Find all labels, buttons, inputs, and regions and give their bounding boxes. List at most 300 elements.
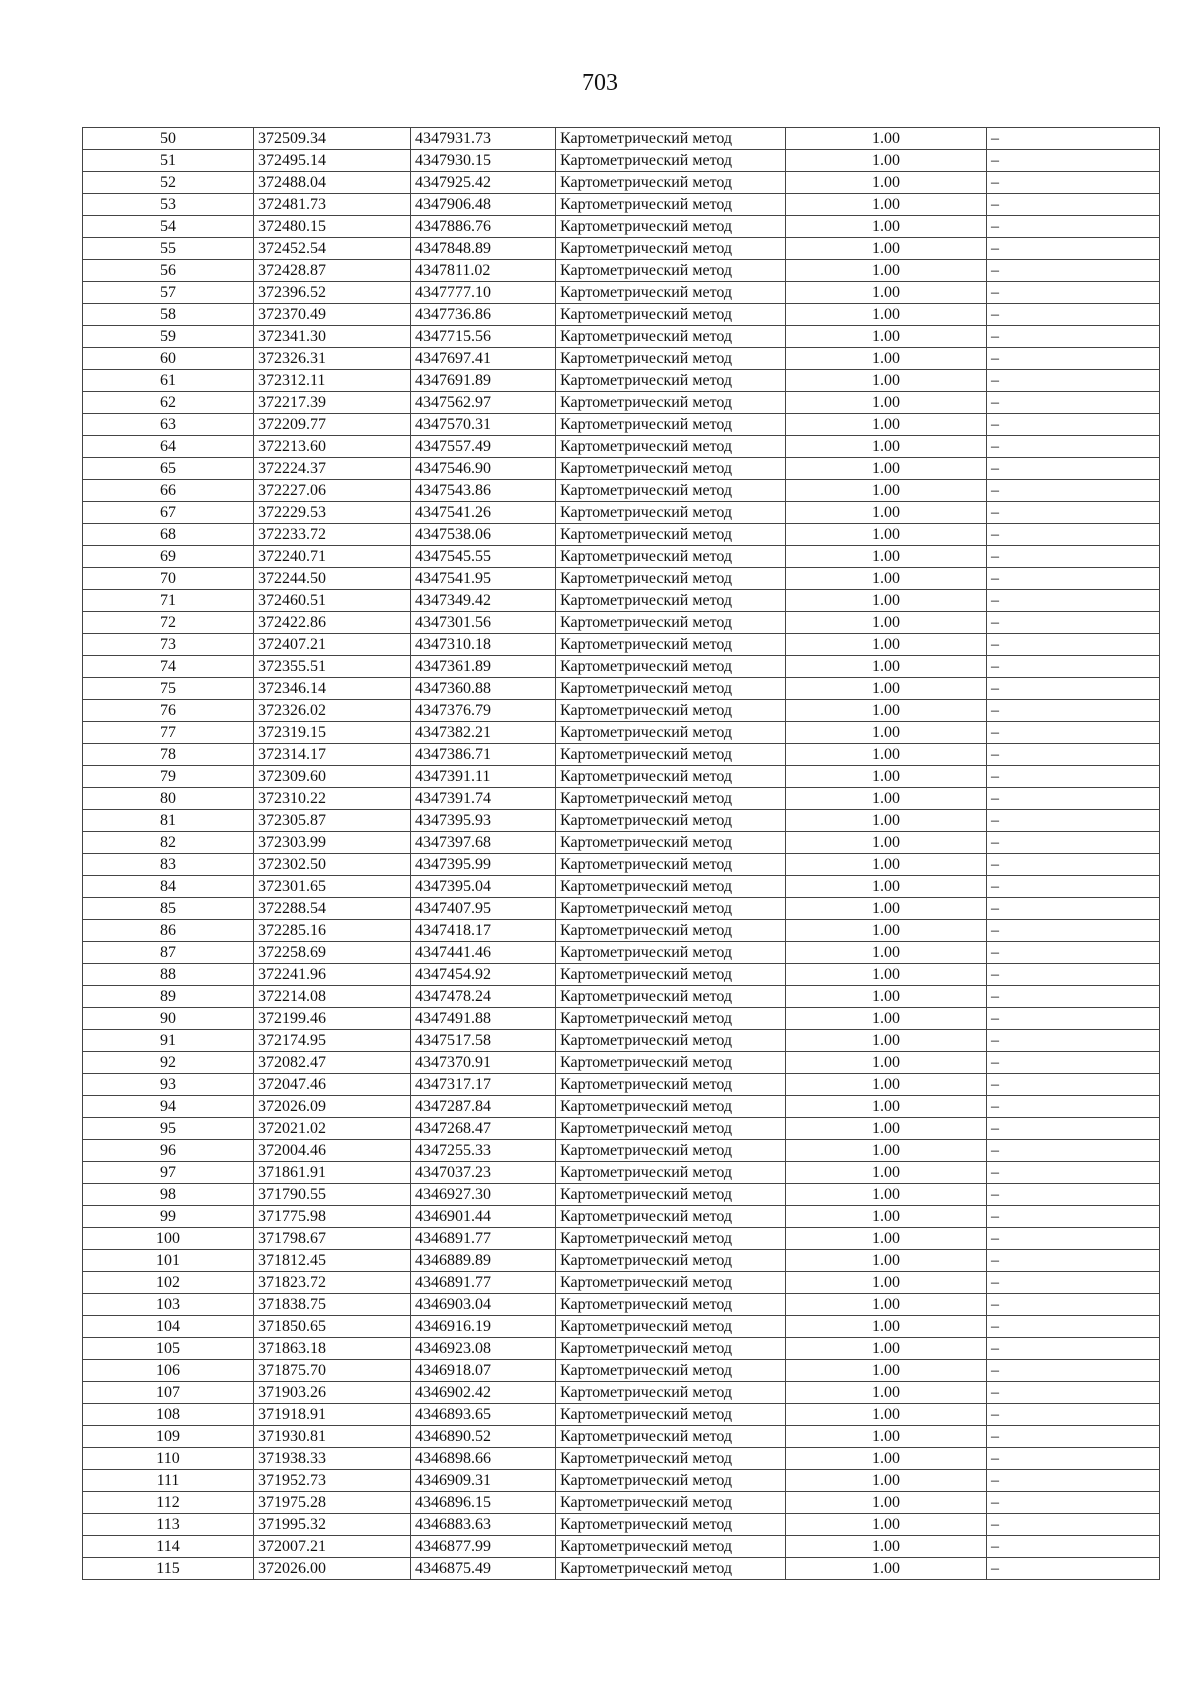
table-row <box>83 1382 1160 1404</box>
point-number-cell: 71 <box>83 590 254 612</box>
x-coordinate-cell: 372209.77 <box>254 414 411 436</box>
x-coordinate-cell: 371775.98 <box>254 1206 411 1228</box>
x-coordinate-cell: 371975.28 <box>254 1492 411 1514</box>
accuracy-cell: 1.00 <box>786 1536 987 1558</box>
table-row <box>83 304 1160 326</box>
table-row <box>83 634 1160 656</box>
point-number-cell: 54 <box>83 216 254 238</box>
method-cell: Картометрический метод <box>556 326 786 348</box>
point-number-cell: 76 <box>83 700 254 722</box>
x-coordinate-cell: 372244.50 <box>254 568 411 590</box>
accuracy-cell: 1.00 <box>786 612 987 634</box>
y-coordinate-cell: 4347697.41 <box>411 348 556 370</box>
x-coordinate-cell: 371875.70 <box>254 1360 411 1382</box>
point-number-cell: 113 <box>83 1514 254 1536</box>
y-coordinate-cell: 4347391.74 <box>411 788 556 810</box>
accuracy-cell: 1.00 <box>786 1382 987 1404</box>
y-coordinate-cell: 4346883.63 <box>411 1514 556 1536</box>
method-cell: Картометрический метод <box>556 150 786 172</box>
point-number-cell: 115 <box>83 1558 254 1580</box>
table-row <box>83 700 1160 722</box>
point-number-cell: 68 <box>83 524 254 546</box>
accuracy-cell: 1.00 <box>786 1140 987 1162</box>
point-number-cell: 94 <box>83 1096 254 1118</box>
y-coordinate-cell: 4346891.77 <box>411 1228 556 1250</box>
y-coordinate-cell: 4346923.08 <box>411 1338 556 1360</box>
table-row <box>83 1404 1160 1426</box>
description-cell: – <box>987 436 1160 458</box>
accuracy-cell: 1.00 <box>786 238 987 260</box>
accuracy-cell: 1.00 <box>786 282 987 304</box>
y-coordinate-cell: 4347370.91 <box>411 1052 556 1074</box>
accuracy-cell: 1.00 <box>786 1074 987 1096</box>
point-number-cell: 52 <box>83 172 254 194</box>
description-cell: – <box>987 304 1160 326</box>
y-coordinate-cell: 4347360.88 <box>411 678 556 700</box>
table-row <box>83 1470 1160 1492</box>
y-coordinate-cell: 4347491.88 <box>411 1008 556 1030</box>
x-coordinate-cell: 372007.21 <box>254 1536 411 1558</box>
method-cell: Картометрический метод <box>556 1008 786 1030</box>
x-coordinate-cell: 372227.06 <box>254 480 411 502</box>
y-coordinate-cell: 4347931.73 <box>411 128 556 150</box>
point-number-cell: 69 <box>83 546 254 568</box>
point-number-cell: 86 <box>83 920 254 942</box>
method-cell: Картометрический метод <box>556 1074 786 1096</box>
table-row <box>83 1360 1160 1382</box>
accuracy-cell: 1.00 <box>786 216 987 238</box>
description-cell: – <box>987 1382 1160 1404</box>
method-cell: Картометрический метод <box>556 502 786 524</box>
point-number-cell: 102 <box>83 1272 254 1294</box>
method-cell: Картометрический метод <box>556 1030 786 1052</box>
y-coordinate-cell: 4347736.86 <box>411 304 556 326</box>
y-coordinate-cell: 4347562.97 <box>411 392 556 414</box>
accuracy-cell: 1.00 <box>786 1338 987 1360</box>
description-cell: – <box>987 744 1160 766</box>
y-coordinate-cell: 4346875.49 <box>411 1558 556 1580</box>
description-cell: – <box>987 326 1160 348</box>
accuracy-cell: 1.00 <box>786 1118 987 1140</box>
accuracy-cell: 1.00 <box>786 964 987 986</box>
point-number-cell: 105 <box>83 1338 254 1360</box>
table-row <box>83 1030 1160 1052</box>
description-cell: – <box>987 876 1160 898</box>
accuracy-cell: 1.00 <box>786 194 987 216</box>
x-coordinate-cell: 372082.47 <box>254 1052 411 1074</box>
y-coordinate-cell: 4347301.56 <box>411 612 556 634</box>
y-coordinate-cell: 4346918.07 <box>411 1360 556 1382</box>
y-coordinate-cell: 4347545.55 <box>411 546 556 568</box>
accuracy-cell: 1.00 <box>786 1206 987 1228</box>
accuracy-cell: 1.00 <box>786 744 987 766</box>
method-cell: Картометрический метод <box>556 1162 786 1184</box>
x-coordinate-cell: 372213.60 <box>254 436 411 458</box>
description-cell: – <box>987 634 1160 656</box>
point-number-cell: 57 <box>83 282 254 304</box>
method-cell: Картометрический метод <box>556 1118 786 1140</box>
description-cell: – <box>987 788 1160 810</box>
method-cell: Картометрический метод <box>556 700 786 722</box>
description-cell: – <box>987 524 1160 546</box>
accuracy-cell: 1.00 <box>786 678 987 700</box>
table-row <box>83 348 1160 370</box>
y-coordinate-cell: 4347541.26 <box>411 502 556 524</box>
description-cell: – <box>987 1228 1160 1250</box>
point-number-cell: 92 <box>83 1052 254 1074</box>
x-coordinate-cell: 372309.60 <box>254 766 411 788</box>
y-coordinate-cell: 4347478.24 <box>411 986 556 1008</box>
point-number-cell: 70 <box>83 568 254 590</box>
x-coordinate-cell: 372422.86 <box>254 612 411 634</box>
y-coordinate-cell: 4347848.89 <box>411 238 556 260</box>
y-coordinate-cell: 4347037.23 <box>411 1162 556 1184</box>
y-coordinate-cell: 4347287.84 <box>411 1096 556 1118</box>
method-cell: Картометрический метод <box>556 964 786 986</box>
method-cell: Картометрический метод <box>556 898 786 920</box>
table-row <box>83 920 1160 942</box>
method-cell: Картометрический метод <box>556 656 786 678</box>
description-cell: – <box>987 1448 1160 1470</box>
x-coordinate-cell: 372214.08 <box>254 986 411 1008</box>
table-row <box>83 326 1160 348</box>
method-cell: Картометрический метод <box>556 722 786 744</box>
accuracy-cell: 1.00 <box>786 920 987 942</box>
description-cell: – <box>987 1272 1160 1294</box>
description-cell: – <box>987 700 1160 722</box>
point-number-cell: 58 <box>83 304 254 326</box>
accuracy-cell: 1.00 <box>786 854 987 876</box>
table-row <box>83 458 1160 480</box>
table-row <box>83 1338 1160 1360</box>
x-coordinate-cell: 372199.46 <box>254 1008 411 1030</box>
x-coordinate-cell: 371863.18 <box>254 1338 411 1360</box>
x-coordinate-cell: 371798.67 <box>254 1228 411 1250</box>
description-cell: – <box>987 1206 1160 1228</box>
description-cell: – <box>987 942 1160 964</box>
table-row <box>83 414 1160 436</box>
accuracy-cell: 1.00 <box>786 568 987 590</box>
method-cell: Картометрический метод <box>556 480 786 502</box>
x-coordinate-cell: 372258.69 <box>254 942 411 964</box>
accuracy-cell: 1.00 <box>786 524 987 546</box>
description-cell: – <box>987 1030 1160 1052</box>
description-cell: – <box>987 260 1160 282</box>
accuracy-cell: 1.00 <box>786 1514 987 1536</box>
method-cell: Картометрический метод <box>556 942 786 964</box>
description-cell: – <box>987 458 1160 480</box>
y-coordinate-cell: 4347538.06 <box>411 524 556 546</box>
point-number-cell: 65 <box>83 458 254 480</box>
method-cell: Картометрический метод <box>556 1338 786 1360</box>
description-cell: – <box>987 854 1160 876</box>
point-number-cell: 93 <box>83 1074 254 1096</box>
accuracy-cell: 1.00 <box>786 436 987 458</box>
y-coordinate-cell: 4347517.58 <box>411 1030 556 1052</box>
description-cell: – <box>987 1470 1160 1492</box>
y-coordinate-cell: 4347395.04 <box>411 876 556 898</box>
coordinates-table <box>82 127 1160 1580</box>
y-coordinate-cell: 4346877.99 <box>411 1536 556 1558</box>
accuracy-cell: 1.00 <box>786 1492 987 1514</box>
description-cell: – <box>987 546 1160 568</box>
description-cell: – <box>987 1074 1160 1096</box>
description-cell: – <box>987 128 1160 150</box>
point-number-cell: 89 <box>83 986 254 1008</box>
table-row <box>83 1140 1160 1162</box>
x-coordinate-cell: 372240.71 <box>254 546 411 568</box>
accuracy-cell: 1.00 <box>786 172 987 194</box>
point-number-cell: 74 <box>83 656 254 678</box>
description-cell: – <box>987 920 1160 942</box>
method-cell: Картометрический метод <box>556 1448 786 1470</box>
method-cell: Картометрический метод <box>556 986 786 1008</box>
x-coordinate-cell: 371930.81 <box>254 1426 411 1448</box>
x-coordinate-cell: 372224.37 <box>254 458 411 480</box>
description-cell: – <box>987 612 1160 634</box>
y-coordinate-cell: 4347361.89 <box>411 656 556 678</box>
method-cell: Картометрический метод <box>556 1228 786 1250</box>
point-number-cell: 83 <box>83 854 254 876</box>
accuracy-cell: 1.00 <box>786 1008 987 1030</box>
description-cell: – <box>987 502 1160 524</box>
point-number-cell: 59 <box>83 326 254 348</box>
accuracy-cell: 1.00 <box>786 700 987 722</box>
y-coordinate-cell: 4346909.31 <box>411 1470 556 1492</box>
point-number-cell: 114 <box>83 1536 254 1558</box>
table-row <box>83 722 1160 744</box>
method-cell: Картометрический метод <box>556 744 786 766</box>
x-coordinate-cell: 372341.30 <box>254 326 411 348</box>
point-number-cell: 82 <box>83 832 254 854</box>
point-number-cell: 100 <box>83 1228 254 1250</box>
method-cell: Картометрический метод <box>556 348 786 370</box>
x-coordinate-cell: 372310.22 <box>254 788 411 810</box>
method-cell: Картометрический метод <box>556 766 786 788</box>
table-row <box>83 1294 1160 1316</box>
y-coordinate-cell: 4347777.10 <box>411 282 556 304</box>
table-row <box>83 238 1160 260</box>
y-coordinate-cell: 4346903.04 <box>411 1294 556 1316</box>
accuracy-cell: 1.00 <box>786 634 987 656</box>
method-cell: Картометрический метод <box>556 1140 786 1162</box>
point-number-cell: 62 <box>83 392 254 414</box>
y-coordinate-cell: 4347906.48 <box>411 194 556 216</box>
accuracy-cell: 1.00 <box>786 1448 987 1470</box>
x-coordinate-cell: 371952.73 <box>254 1470 411 1492</box>
x-coordinate-cell: 372301.65 <box>254 876 411 898</box>
method-cell: Картометрический метод <box>556 1360 786 1382</box>
accuracy-cell: 1.00 <box>786 722 987 744</box>
method-cell: Картометрический метод <box>556 1294 786 1316</box>
description-cell: – <box>987 1338 1160 1360</box>
y-coordinate-cell: 4347691.89 <box>411 370 556 392</box>
x-coordinate-cell: 372488.04 <box>254 172 411 194</box>
method-cell: Картометрический метод <box>556 172 786 194</box>
x-coordinate-cell: 372396.52 <box>254 282 411 304</box>
method-cell: Картометрический метод <box>556 216 786 238</box>
x-coordinate-cell: 372452.54 <box>254 238 411 260</box>
y-coordinate-cell: 4347541.95 <box>411 568 556 590</box>
description-cell: – <box>987 832 1160 854</box>
x-coordinate-cell: 372460.51 <box>254 590 411 612</box>
point-number-cell: 91 <box>83 1030 254 1052</box>
y-coordinate-cell: 4347557.49 <box>411 436 556 458</box>
y-coordinate-cell: 4346890.52 <box>411 1426 556 1448</box>
point-number-cell: 85 <box>83 898 254 920</box>
y-coordinate-cell: 4347454.92 <box>411 964 556 986</box>
point-number-cell: 75 <box>83 678 254 700</box>
method-cell: Картометрический метод <box>556 546 786 568</box>
y-coordinate-cell: 4347930.15 <box>411 150 556 172</box>
x-coordinate-cell: 372229.53 <box>254 502 411 524</box>
point-number-cell: 79 <box>83 766 254 788</box>
accuracy-cell: 1.00 <box>786 480 987 502</box>
accuracy-cell: 1.00 <box>786 1404 987 1426</box>
description-cell: – <box>987 1250 1160 1272</box>
method-cell: Картометрический метод <box>556 1272 786 1294</box>
y-coordinate-cell: 4346896.15 <box>411 1492 556 1514</box>
x-coordinate-cell: 372288.54 <box>254 898 411 920</box>
point-number-cell: 103 <box>83 1294 254 1316</box>
point-number-cell: 72 <box>83 612 254 634</box>
accuracy-cell: 1.00 <box>786 766 987 788</box>
table-row <box>83 1448 1160 1470</box>
accuracy-cell: 1.00 <box>786 1294 987 1316</box>
x-coordinate-cell: 371995.32 <box>254 1514 411 1536</box>
table-row <box>83 832 1160 854</box>
method-cell: Картометрический метод <box>556 854 786 876</box>
point-number-cell: 112 <box>83 1492 254 1514</box>
table-row <box>83 568 1160 590</box>
accuracy-cell: 1.00 <box>786 502 987 524</box>
table-row <box>83 612 1160 634</box>
description-cell: – <box>987 370 1160 392</box>
y-coordinate-cell: 4347418.17 <box>411 920 556 942</box>
table-row <box>83 590 1160 612</box>
y-coordinate-cell: 4347255.33 <box>411 1140 556 1162</box>
point-number-cell: 81 <box>83 810 254 832</box>
y-coordinate-cell: 4347397.68 <box>411 832 556 854</box>
accuracy-cell: 1.00 <box>786 1162 987 1184</box>
point-number-cell: 97 <box>83 1162 254 1184</box>
method-cell: Картометрический метод <box>556 1382 786 1404</box>
accuracy-cell: 1.00 <box>786 348 987 370</box>
description-cell: – <box>987 1118 1160 1140</box>
description-cell: – <box>987 238 1160 260</box>
description-cell: – <box>987 348 1160 370</box>
x-coordinate-cell: 372370.49 <box>254 304 411 326</box>
table-row <box>83 1316 1160 1338</box>
method-cell: Картометрический метод <box>556 1316 786 1338</box>
description-cell: – <box>987 590 1160 612</box>
method-cell: Картометрический метод <box>556 1514 786 1536</box>
description-cell: – <box>987 568 1160 590</box>
x-coordinate-cell: 372026.09 <box>254 1096 411 1118</box>
description-cell: – <box>987 172 1160 194</box>
description-cell: – <box>987 480 1160 502</box>
description-cell: – <box>987 1404 1160 1426</box>
method-cell: Картометрический метод <box>556 568 786 590</box>
x-coordinate-cell: 372285.16 <box>254 920 411 942</box>
method-cell: Картометрический метод <box>556 1470 786 1492</box>
y-coordinate-cell: 4347268.47 <box>411 1118 556 1140</box>
accuracy-cell: 1.00 <box>786 1096 987 1118</box>
table-row <box>83 128 1160 150</box>
table-row <box>83 1052 1160 1074</box>
table-row <box>83 1272 1160 1294</box>
x-coordinate-cell: 372480.15 <box>254 216 411 238</box>
y-coordinate-cell: 4346889.89 <box>411 1250 556 1272</box>
description-cell: – <box>987 678 1160 700</box>
x-coordinate-cell: 372481.73 <box>254 194 411 216</box>
point-number-cell: 96 <box>83 1140 254 1162</box>
point-number-cell: 111 <box>83 1470 254 1492</box>
point-number-cell: 78 <box>83 744 254 766</box>
table-row <box>83 1558 1160 1580</box>
x-coordinate-cell: 372303.99 <box>254 832 411 854</box>
x-coordinate-cell: 372241.96 <box>254 964 411 986</box>
accuracy-cell: 1.00 <box>786 1250 987 1272</box>
y-coordinate-cell: 4346893.65 <box>411 1404 556 1426</box>
method-cell: Картометрический метод <box>556 634 786 656</box>
x-coordinate-cell: 372047.46 <box>254 1074 411 1096</box>
table-row <box>83 854 1160 876</box>
point-number-cell: 107 <box>83 1382 254 1404</box>
description-cell: – <box>987 1184 1160 1206</box>
description-cell: – <box>987 1096 1160 1118</box>
method-cell: Картометрический метод <box>556 1250 786 1272</box>
table-row <box>83 502 1160 524</box>
point-number-cell: 55 <box>83 238 254 260</box>
description-cell: – <box>987 722 1160 744</box>
x-coordinate-cell: 371861.91 <box>254 1162 411 1184</box>
accuracy-cell: 1.00 <box>786 260 987 282</box>
accuracy-cell: 1.00 <box>786 150 987 172</box>
method-cell: Картометрический метод <box>556 304 786 326</box>
x-coordinate-cell: 372509.34 <box>254 128 411 150</box>
x-coordinate-cell: 372021.02 <box>254 1118 411 1140</box>
y-coordinate-cell: 4347407.95 <box>411 898 556 920</box>
accuracy-cell: 1.00 <box>786 1558 987 1580</box>
table-row <box>83 1162 1160 1184</box>
y-coordinate-cell: 4346898.66 <box>411 1448 556 1470</box>
point-number-cell: 95 <box>83 1118 254 1140</box>
method-cell: Картометрический метод <box>556 1096 786 1118</box>
table-row <box>83 656 1160 678</box>
accuracy-cell: 1.00 <box>786 1470 987 1492</box>
y-coordinate-cell: 4347715.56 <box>411 326 556 348</box>
x-coordinate-cell: 372004.46 <box>254 1140 411 1162</box>
y-coordinate-cell: 4347395.99 <box>411 854 556 876</box>
y-coordinate-cell: 4347546.90 <box>411 458 556 480</box>
method-cell: Картометрический метод <box>556 810 786 832</box>
description-cell: – <box>987 150 1160 172</box>
point-number-cell: 90 <box>83 1008 254 1030</box>
x-coordinate-cell: 371812.45 <box>254 1250 411 1272</box>
point-number-cell: 50 <box>83 128 254 150</box>
x-coordinate-cell: 372314.17 <box>254 744 411 766</box>
y-coordinate-cell: 4347543.86 <box>411 480 556 502</box>
accuracy-cell: 1.00 <box>786 392 987 414</box>
table-row <box>83 260 1160 282</box>
table-row <box>83 788 1160 810</box>
description-cell: – <box>987 216 1160 238</box>
accuracy-cell: 1.00 <box>786 832 987 854</box>
accuracy-cell: 1.00 <box>786 810 987 832</box>
table-row <box>83 480 1160 502</box>
method-cell: Картометрический метод <box>556 1206 786 1228</box>
